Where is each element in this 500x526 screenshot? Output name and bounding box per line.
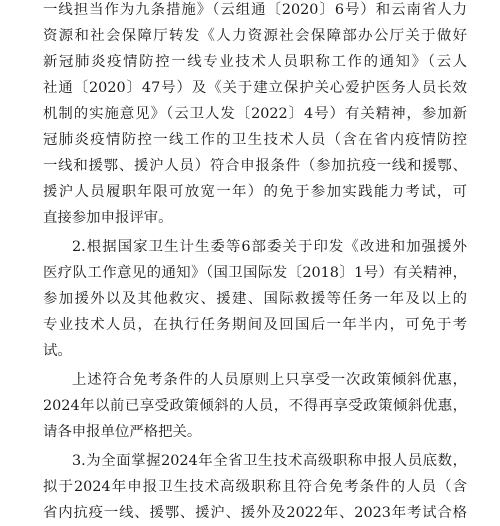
text-line: 省内抗疫一线、援鄂、援沪、援外及2022年、2023年考试合格 xyxy=(43,505,467,521)
text-line: 冠肺炎疫情防控一线工作的卫生技术人员（含在省内疫情防控 xyxy=(43,132,467,148)
text-line: 2024年以前已享受政策倾斜的人员，不得再享受政策倾斜优惠， xyxy=(43,398,467,414)
text-line: 医疗队工作意见的通知》（国卫国际发〔2018〕1号）有关精神， xyxy=(43,265,467,281)
text-line: 上述符合免考条件的人员原则上只享受一次政策倾斜优惠， xyxy=(72,372,467,388)
text-line: 请各申报单位严格把关。 xyxy=(43,424,202,440)
text-line: 拟于2024年申报卫生技术高级职称且符合免考条件的人员（含 xyxy=(43,479,467,495)
text-line: 援沪人员履职年限可放宽一年）的免于参加实践能力考试，可 xyxy=(43,184,467,200)
text-line: 机制的实施意见》（云卫人发〔2022〕4号）有关精神，参加新 xyxy=(43,106,467,122)
text-line: 2.根据国家卫生计生委等6部委关于印发《改进和加强援外 xyxy=(72,239,467,255)
text-line: 一线和援鄂、援沪人员）符合申报条件（参加抗疫一线和援鄂、 xyxy=(43,158,467,174)
text-line: 专业技术人员，在执行任务期间及回国后一年半内，可免于考 xyxy=(43,317,467,333)
text-line: 参加援外以及其他救灾、援建、国际救援等任务一年及以上的 xyxy=(43,291,467,307)
text-line: 3.为全面掌握2024年全省卫生技术高级职称申报人员底数， xyxy=(72,453,467,469)
text-line: 一线担当作为九条措施》（云组通〔2020〕6号）和云南省人力 xyxy=(43,2,467,18)
text-line: 新冠肺炎疫情防控一线专业技术人员职称工作的通知》（云人 xyxy=(43,54,467,70)
text-line: 直接参加申报评审。 xyxy=(43,210,173,226)
text-line: 试。 xyxy=(43,343,72,359)
text-line: 资源和社会保障厅转发《人力资源社会保障部办公厅关于做好 xyxy=(43,28,467,44)
text-line: 社通〔2020〕47号）及《关于建立保护关心爱护医务人员长效 xyxy=(43,80,467,96)
